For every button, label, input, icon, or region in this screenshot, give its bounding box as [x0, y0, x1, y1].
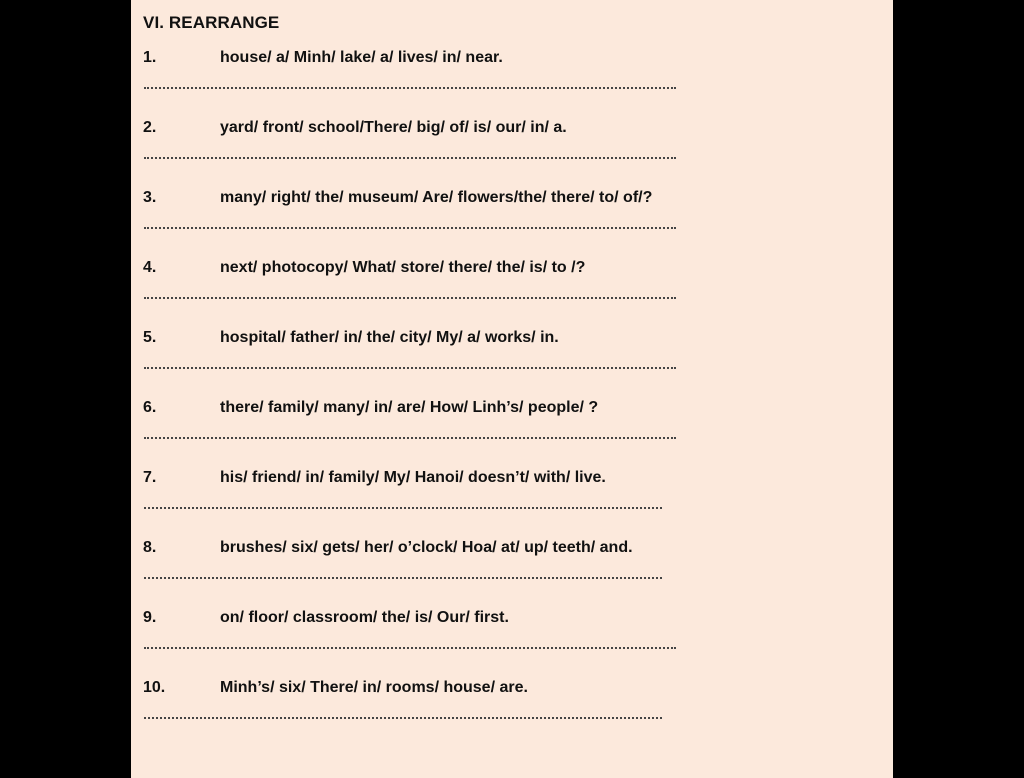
exercise-item — [131, 329, 893, 399]
item-number: 2. — [143, 119, 157, 136]
item-number: 3. — [143, 189, 157, 206]
item-number: 4. — [143, 259, 157, 276]
scrambled-sentence: brushes/ six/ gets/ her/ o’clock/ Hoa/ at/ up/ teeth/ and. — [220, 539, 633, 556]
scrambled-sentence: his/ friend/ in/ family/ My/ Hanoi/ doesn’t/ with/ live. — [220, 469, 606, 486]
worksheet-title: VI. REARRANGE — [143, 13, 280, 32]
answer-line[interactable] — [144, 717, 662, 719]
item-number: 7. — [143, 469, 157, 486]
scrambled-sentence: Minh’s/ six/ There/ in/ rooms/ house/ are. — [220, 679, 528, 696]
item-number: 10. — [143, 679, 166, 696]
answer-line[interactable] — [144, 647, 676, 649]
exercise-item — [131, 189, 893, 259]
item-number: 8. — [143, 539, 157, 556]
exercise-item — [131, 399, 893, 469]
scrambled-sentence: hospital/ father/ in/ the/ city/ My/ a/ works/ in. — [220, 329, 559, 346]
item-number: 6. — [143, 399, 157, 416]
exercise-item — [131, 679, 893, 749]
answer-line[interactable] — [144, 577, 662, 579]
scrambled-sentence: there/ family/ many/ in/ are/ How/ Linh’s/ people/ ? — [220, 399, 599, 416]
item-number: 5. — [143, 329, 157, 346]
scrambled-sentence: next/ photocopy/ What/ store/ there/ the/ is/ to /? — [220, 259, 586, 276]
scrambled-sentence: many/ right/ the/ museum/ Are/ flowers/the/ there/ to/ of/? — [220, 189, 653, 206]
exercise-item — [131, 259, 893, 329]
exercise-item — [131, 539, 893, 609]
scrambled-sentence: house/ a/ Minh/ lake/ a/ lives/ in/ near. — [220, 49, 503, 66]
worksheet-page — [131, 0, 893, 778]
item-number: 1. — [143, 49, 157, 66]
scrambled-sentence: yard/ front/ school/There/ big/ of/ is/ our/ in/ a. — [220, 119, 567, 136]
answer-line[interactable] — [144, 297, 676, 299]
answer-line[interactable] — [144, 157, 676, 159]
exercise-item — [131, 119, 893, 189]
answer-line[interactable] — [144, 87, 676, 89]
answer-line[interactable] — [144, 367, 676, 369]
exercise-item — [131, 49, 893, 119]
answer-line[interactable] — [144, 227, 676, 229]
answer-line[interactable] — [144, 437, 676, 439]
scrambled-sentence: on/ floor/ classroom/ the/ is/ Our/ first. — [220, 609, 509, 626]
exercise-item — [131, 469, 893, 539]
answer-line[interactable] — [144, 507, 662, 509]
item-number: 9. — [143, 609, 157, 626]
exercise-item — [131, 609, 893, 679]
